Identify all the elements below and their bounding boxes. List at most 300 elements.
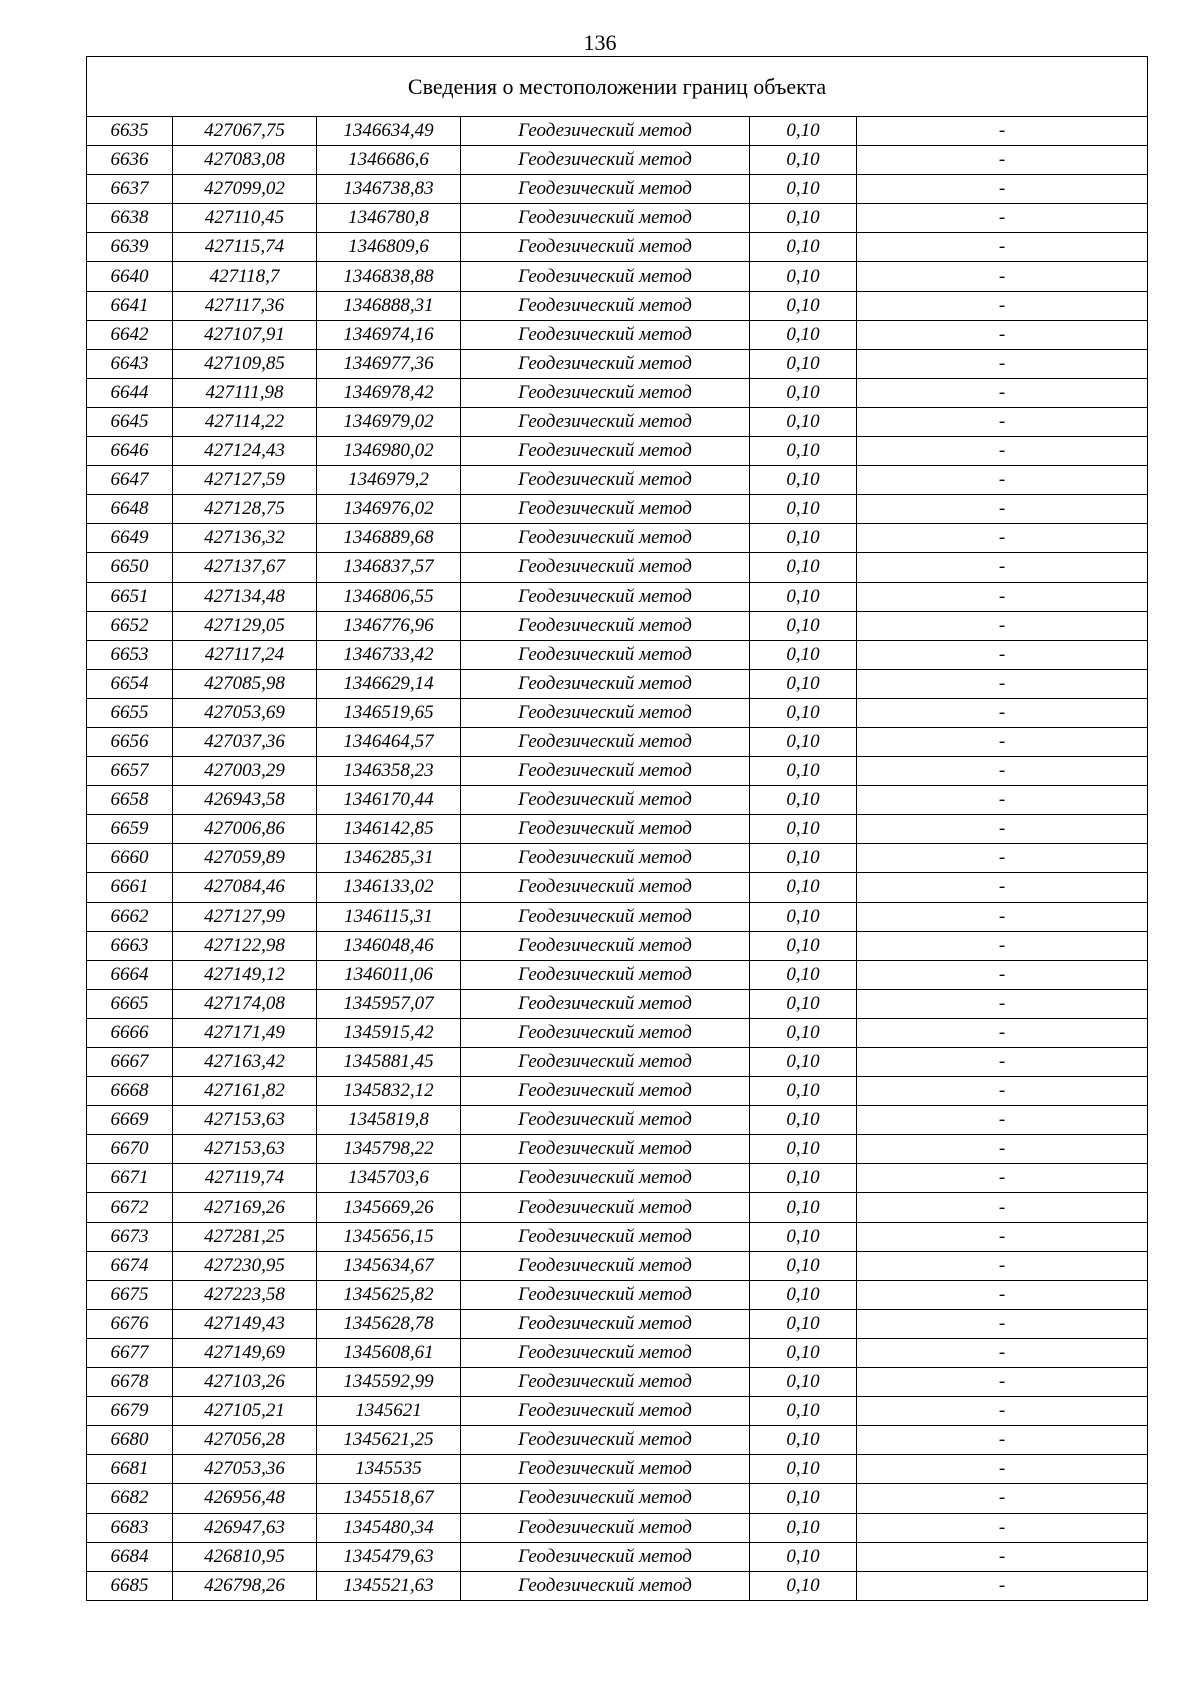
table-row — [87, 640, 1148, 669]
table-title-row — [87, 57, 1148, 117]
method-cell: Геодезический метод — [461, 1571, 750, 1600]
table-row — [87, 1397, 1148, 1426]
point-number-cell: 6678 — [87, 1368, 173, 1397]
accuracy-cell: 0,10 — [750, 204, 857, 233]
accuracy-cell: 0,10 — [750, 466, 857, 495]
y-coordinate-cell: 1346974,16 — [317, 320, 461, 349]
y-coordinate-cell: 1346011,06 — [317, 960, 461, 989]
method-cell: Геодезический метод — [461, 611, 750, 640]
y-coordinate-cell: 1346806,55 — [317, 582, 461, 611]
accuracy-cell: 0,10 — [750, 1571, 857, 1600]
x-coordinate-cell: 427136,32 — [173, 524, 317, 553]
accuracy-cell: 0,10 — [750, 146, 857, 175]
y-coordinate-cell: 1345480,34 — [317, 1513, 461, 1542]
note-cell: - — [857, 553, 1148, 582]
method-cell: Геодезический метод — [461, 117, 750, 146]
note-cell: - — [857, 669, 1148, 698]
y-coordinate-cell: 1346519,65 — [317, 698, 461, 727]
note-cell: - — [857, 640, 1148, 669]
table-row — [87, 262, 1148, 291]
table-title: Сведения о местоположении границ объекта — [87, 57, 1148, 117]
note-cell: - — [857, 524, 1148, 553]
accuracy-cell: 0,10 — [750, 1164, 857, 1193]
note-cell: - — [857, 175, 1148, 204]
method-cell: Геодезический метод — [461, 669, 750, 698]
y-coordinate-cell: 1346889,68 — [317, 524, 461, 553]
point-number-cell: 6636 — [87, 146, 173, 175]
y-coordinate-cell: 1345634,67 — [317, 1251, 461, 1280]
y-coordinate-cell: 1346170,44 — [317, 786, 461, 815]
note-cell: - — [857, 1484, 1148, 1513]
accuracy-cell: 0,10 — [750, 524, 857, 553]
x-coordinate-cell: 427103,26 — [173, 1368, 317, 1397]
x-coordinate-cell: 427117,36 — [173, 291, 317, 320]
accuracy-cell: 0,10 — [750, 698, 857, 727]
table-row — [87, 960, 1148, 989]
point-number-cell: 6651 — [87, 582, 173, 611]
point-number-cell: 6680 — [87, 1426, 173, 1455]
method-cell: Геодезический метод — [461, 1135, 750, 1164]
note-cell: - — [857, 1542, 1148, 1571]
accuracy-cell: 0,10 — [750, 1542, 857, 1571]
x-coordinate-cell: 427171,49 — [173, 1018, 317, 1047]
table-row — [87, 1455, 1148, 1484]
note-cell: - — [857, 233, 1148, 262]
x-coordinate-cell: 427281,25 — [173, 1222, 317, 1251]
y-coordinate-cell: 1345621 — [317, 1397, 461, 1426]
x-coordinate-cell: 427105,21 — [173, 1397, 317, 1426]
point-number-cell: 6675 — [87, 1280, 173, 1309]
note-cell: - — [857, 786, 1148, 815]
point-number-cell: 6665 — [87, 989, 173, 1018]
y-coordinate-cell: 1346629,14 — [317, 669, 461, 698]
method-cell: Геодезический метод — [461, 291, 750, 320]
table-row — [87, 204, 1148, 233]
boundary-coordinates-table — [86, 56, 1148, 1601]
method-cell: Геодезический метод — [461, 902, 750, 931]
method-cell: Геодезический метод — [461, 1018, 750, 1047]
y-coordinate-cell: 1345535 — [317, 1455, 461, 1484]
y-coordinate-cell: 1346888,31 — [317, 291, 461, 320]
table-row — [87, 1309, 1148, 1338]
accuracy-cell: 0,10 — [750, 727, 857, 756]
table-row — [87, 582, 1148, 611]
y-coordinate-cell: 1346978,42 — [317, 378, 461, 407]
y-coordinate-cell: 1345521,63 — [317, 1571, 461, 1600]
y-coordinate-cell: 1346285,31 — [317, 844, 461, 873]
point-number-cell: 6668 — [87, 1077, 173, 1106]
accuracy-cell: 0,10 — [750, 291, 857, 320]
table-row — [87, 466, 1148, 495]
x-coordinate-cell: 427067,75 — [173, 117, 317, 146]
accuracy-cell: 0,10 — [750, 1513, 857, 1542]
y-coordinate-cell: 1345669,26 — [317, 1193, 461, 1222]
note-cell: - — [857, 1077, 1148, 1106]
x-coordinate-cell: 426956,48 — [173, 1484, 317, 1513]
table-row — [87, 1018, 1148, 1047]
accuracy-cell: 0,10 — [750, 1048, 857, 1077]
x-coordinate-cell: 427124,43 — [173, 437, 317, 466]
y-coordinate-cell: 1345608,61 — [317, 1338, 461, 1367]
y-coordinate-cell: 1346733,42 — [317, 640, 461, 669]
table-row — [87, 146, 1148, 175]
method-cell: Геодезический метод — [461, 175, 750, 204]
point-number-cell: 6667 — [87, 1048, 173, 1077]
method-cell: Геодезический метод — [461, 204, 750, 233]
note-cell: - — [857, 815, 1148, 844]
table-row — [87, 437, 1148, 466]
note-cell: - — [857, 1426, 1148, 1455]
x-coordinate-cell: 427085,98 — [173, 669, 317, 698]
accuracy-cell: 0,10 — [750, 407, 857, 436]
method-cell: Геодезический метод — [461, 378, 750, 407]
note-cell: - — [857, 378, 1148, 407]
accuracy-cell: 0,10 — [750, 844, 857, 873]
x-coordinate-cell: 427223,58 — [173, 1280, 317, 1309]
accuracy-cell: 0,10 — [750, 378, 857, 407]
method-cell: Геодезический метод — [461, 146, 750, 175]
accuracy-cell: 0,10 — [750, 989, 857, 1018]
y-coordinate-cell: 1346738,83 — [317, 175, 461, 204]
x-coordinate-cell: 427119,74 — [173, 1164, 317, 1193]
note-cell: - — [857, 204, 1148, 233]
note-cell: - — [857, 582, 1148, 611]
x-coordinate-cell: 427003,29 — [173, 757, 317, 786]
page-number: 136 — [583, 30, 617, 55]
accuracy-cell: 0,10 — [750, 349, 857, 378]
table-row — [87, 524, 1148, 553]
accuracy-cell: 0,10 — [750, 1193, 857, 1222]
table-row — [87, 611, 1148, 640]
accuracy-cell: 0,10 — [750, 611, 857, 640]
x-coordinate-cell: 427149,69 — [173, 1338, 317, 1367]
x-coordinate-cell: 427230,95 — [173, 1251, 317, 1280]
note-cell: - — [857, 117, 1148, 146]
x-coordinate-cell: 427084,46 — [173, 873, 317, 902]
x-coordinate-cell: 427083,08 — [173, 146, 317, 175]
x-coordinate-cell: 427110,45 — [173, 204, 317, 233]
table-row — [87, 931, 1148, 960]
y-coordinate-cell: 1345832,12 — [317, 1077, 461, 1106]
accuracy-cell: 0,10 — [750, 1309, 857, 1338]
note-cell: - — [857, 1368, 1148, 1397]
accuracy-cell: 0,10 — [750, 1368, 857, 1397]
point-number-cell: 6653 — [87, 640, 173, 669]
point-number-cell: 6660 — [87, 844, 173, 873]
point-number-cell: 6664 — [87, 960, 173, 989]
x-coordinate-cell: 427118,7 — [173, 262, 317, 291]
y-coordinate-cell: 1345621,25 — [317, 1426, 461, 1455]
table-row — [87, 1251, 1148, 1280]
table-row — [87, 495, 1148, 524]
accuracy-cell: 0,10 — [750, 437, 857, 466]
y-coordinate-cell: 1345592,99 — [317, 1368, 461, 1397]
x-coordinate-cell: 427174,08 — [173, 989, 317, 1018]
method-cell: Геодезический метод — [461, 1251, 750, 1280]
method-cell: Геодезический метод — [461, 1484, 750, 1513]
y-coordinate-cell: 1346980,02 — [317, 437, 461, 466]
method-cell: Геодезический метод — [461, 1309, 750, 1338]
y-coordinate-cell: 1345703,6 — [317, 1164, 461, 1193]
y-coordinate-cell: 1345819,8 — [317, 1106, 461, 1135]
point-number-cell: 6663 — [87, 931, 173, 960]
note-cell: - — [857, 1309, 1148, 1338]
method-cell: Геодезический метод — [461, 1542, 750, 1571]
note-cell: - — [857, 1338, 1148, 1367]
method-cell: Геодезический метод — [461, 1280, 750, 1309]
note-cell: - — [857, 1106, 1148, 1135]
table-row — [87, 378, 1148, 407]
note-cell: - — [857, 757, 1148, 786]
method-cell: Геодезический метод — [461, 437, 750, 466]
point-number-cell: 6640 — [87, 262, 173, 291]
point-number-cell: 6638 — [87, 204, 173, 233]
note-cell: - — [857, 146, 1148, 175]
x-coordinate-cell: 427107,91 — [173, 320, 317, 349]
method-cell: Геодезический метод — [461, 815, 750, 844]
x-coordinate-cell: 427127,59 — [173, 466, 317, 495]
note-cell: - — [857, 931, 1148, 960]
x-coordinate-cell: 427127,99 — [173, 902, 317, 931]
method-cell: Геодезический метод — [461, 553, 750, 582]
table-row — [87, 727, 1148, 756]
method-cell: Геодезический метод — [461, 349, 750, 378]
x-coordinate-cell: 427153,63 — [173, 1135, 317, 1164]
x-coordinate-cell: 427114,22 — [173, 407, 317, 436]
x-coordinate-cell: 427149,12 — [173, 960, 317, 989]
method-cell: Геодезический метод — [461, 757, 750, 786]
point-number-cell: 6682 — [87, 1484, 173, 1513]
point-number-cell: 6645 — [87, 407, 173, 436]
note-cell: - — [857, 1135, 1148, 1164]
point-number-cell: 6672 — [87, 1193, 173, 1222]
method-cell: Геодезический метод — [461, 844, 750, 873]
table-row — [87, 233, 1148, 262]
table-row — [87, 1571, 1148, 1600]
table-row — [87, 117, 1148, 146]
y-coordinate-cell: 1346048,46 — [317, 931, 461, 960]
accuracy-cell: 0,10 — [750, 1018, 857, 1047]
x-coordinate-cell: 427128,75 — [173, 495, 317, 524]
point-number-cell: 6656 — [87, 727, 173, 756]
y-coordinate-cell: 1345628,78 — [317, 1309, 461, 1338]
y-coordinate-cell: 1346358,23 — [317, 757, 461, 786]
y-coordinate-cell: 1346464,57 — [317, 727, 461, 756]
point-number-cell: 6683 — [87, 1513, 173, 1542]
method-cell: Геодезический метод — [461, 960, 750, 989]
note-cell: - — [857, 727, 1148, 756]
table-row — [87, 844, 1148, 873]
table-row — [87, 1542, 1148, 1571]
method-cell: Геодезический метод — [461, 495, 750, 524]
point-number-cell: 6654 — [87, 669, 173, 698]
x-coordinate-cell: 427117,24 — [173, 640, 317, 669]
table-row — [87, 1048, 1148, 1077]
point-number-cell: 6643 — [87, 349, 173, 378]
y-coordinate-cell: 1346634,49 — [317, 117, 461, 146]
y-coordinate-cell: 1346115,31 — [317, 902, 461, 931]
x-coordinate-cell: 427109,85 — [173, 349, 317, 378]
note-cell: - — [857, 1397, 1148, 1426]
method-cell: Геодезический метод — [461, 320, 750, 349]
y-coordinate-cell: 1345656,15 — [317, 1222, 461, 1251]
accuracy-cell: 0,10 — [750, 1484, 857, 1513]
note-cell: - — [857, 495, 1148, 524]
accuracy-cell: 0,10 — [750, 960, 857, 989]
x-coordinate-cell: 427037,36 — [173, 727, 317, 756]
note-cell: - — [857, 1571, 1148, 1600]
y-coordinate-cell: 1346977,36 — [317, 349, 461, 378]
point-number-cell: 6685 — [87, 1571, 173, 1600]
accuracy-cell: 0,10 — [750, 1106, 857, 1135]
point-number-cell: 6666 — [87, 1018, 173, 1047]
method-cell: Геодезический метод — [461, 1397, 750, 1426]
point-number-cell: 6646 — [87, 437, 173, 466]
note-cell: - — [857, 1018, 1148, 1047]
note-cell: - — [857, 1455, 1148, 1484]
point-number-cell: 6674 — [87, 1251, 173, 1280]
note-cell: - — [857, 989, 1148, 1018]
x-coordinate-cell: 427059,89 — [173, 844, 317, 873]
accuracy-cell: 0,10 — [750, 757, 857, 786]
accuracy-cell: 0,10 — [750, 582, 857, 611]
point-number-cell: 6669 — [87, 1106, 173, 1135]
table-row — [87, 553, 1148, 582]
accuracy-cell: 0,10 — [750, 175, 857, 204]
point-number-cell: 6637 — [87, 175, 173, 204]
note-cell: - — [857, 1222, 1148, 1251]
point-number-cell: 6681 — [87, 1455, 173, 1484]
table-body — [87, 117, 1148, 1601]
y-coordinate-cell: 1346133,02 — [317, 873, 461, 902]
accuracy-cell: 0,10 — [750, 262, 857, 291]
point-number-cell: 6679 — [87, 1397, 173, 1426]
method-cell: Геодезический метод — [461, 727, 750, 756]
table-row — [87, 1106, 1148, 1135]
point-number-cell: 6655 — [87, 698, 173, 727]
point-number-cell: 6639 — [87, 233, 173, 262]
method-cell: Геодезический метод — [461, 1455, 750, 1484]
y-coordinate-cell: 1345915,42 — [317, 1018, 461, 1047]
x-coordinate-cell: 426943,58 — [173, 786, 317, 815]
method-cell: Геодезический метод — [461, 524, 750, 553]
method-cell: Геодезический метод — [461, 1338, 750, 1367]
method-cell: Геодезический метод — [461, 1426, 750, 1455]
y-coordinate-cell: 1346837,57 — [317, 553, 461, 582]
accuracy-cell: 0,10 — [750, 786, 857, 815]
point-number-cell: 6684 — [87, 1542, 173, 1571]
accuracy-cell: 0,10 — [750, 1397, 857, 1426]
y-coordinate-cell: 1345957,07 — [317, 989, 461, 1018]
method-cell: Геодезический метод — [461, 466, 750, 495]
x-coordinate-cell: 427006,86 — [173, 815, 317, 844]
note-cell: - — [857, 407, 1148, 436]
method-cell: Геодезический метод — [461, 262, 750, 291]
y-coordinate-cell: 1346979,2 — [317, 466, 461, 495]
method-cell: Геодезический метод — [461, 407, 750, 436]
table-row — [87, 349, 1148, 378]
point-number-cell: 6657 — [87, 757, 173, 786]
table-row — [87, 902, 1148, 931]
table-row — [87, 1135, 1148, 1164]
table-row — [87, 1280, 1148, 1309]
method-cell: Геодезический метод — [461, 1513, 750, 1542]
table-row — [87, 1338, 1148, 1367]
x-coordinate-cell: 427115,74 — [173, 233, 317, 262]
x-coordinate-cell: 426947,63 — [173, 1513, 317, 1542]
point-number-cell: 6635 — [87, 117, 173, 146]
point-number-cell: 6644 — [87, 378, 173, 407]
y-coordinate-cell: 1346686,6 — [317, 146, 461, 175]
method-cell: Геодезический метод — [461, 931, 750, 960]
y-coordinate-cell: 1345518,67 — [317, 1484, 461, 1513]
table-row — [87, 669, 1148, 698]
point-number-cell: 6642 — [87, 320, 173, 349]
accuracy-cell: 0,10 — [750, 815, 857, 844]
x-coordinate-cell: 426798,26 — [173, 1571, 317, 1600]
method-cell: Геодезический метод — [461, 582, 750, 611]
accuracy-cell: 0,10 — [750, 873, 857, 902]
table-row — [87, 320, 1148, 349]
point-number-cell: 6641 — [87, 291, 173, 320]
point-number-cell: 6652 — [87, 611, 173, 640]
point-number-cell: 6677 — [87, 1338, 173, 1367]
note-cell: - — [857, 960, 1148, 989]
method-cell: Геодезический метод — [461, 698, 750, 727]
table-row — [87, 407, 1148, 436]
method-cell: Геодезический метод — [461, 233, 750, 262]
method-cell: Геодезический метод — [461, 640, 750, 669]
table-row — [87, 786, 1148, 815]
note-cell: - — [857, 466, 1148, 495]
note-cell: - — [857, 320, 1148, 349]
note-cell: - — [857, 291, 1148, 320]
x-coordinate-cell: 426810,95 — [173, 1542, 317, 1571]
method-cell: Геодезический метод — [461, 1368, 750, 1397]
note-cell: - — [857, 437, 1148, 466]
table-row — [87, 757, 1148, 786]
point-number-cell: 6673 — [87, 1222, 173, 1251]
x-coordinate-cell: 427129,05 — [173, 611, 317, 640]
note-cell: - — [857, 1513, 1148, 1542]
table-row — [87, 1426, 1148, 1455]
method-cell: Геодезический метод — [461, 786, 750, 815]
note-cell: - — [857, 349, 1148, 378]
point-number-cell: 6648 — [87, 495, 173, 524]
y-coordinate-cell: 1346979,02 — [317, 407, 461, 436]
table-row — [87, 698, 1148, 727]
y-coordinate-cell: 1346142,85 — [317, 815, 461, 844]
point-number-cell: 6658 — [87, 786, 173, 815]
y-coordinate-cell: 1346780,8 — [317, 204, 461, 233]
note-cell: - — [857, 844, 1148, 873]
x-coordinate-cell: 427111,98 — [173, 378, 317, 407]
table-row — [87, 1164, 1148, 1193]
point-number-cell: 6662 — [87, 902, 173, 931]
note-cell: - — [857, 1164, 1148, 1193]
method-cell: Геодезический метод — [461, 1164, 750, 1193]
accuracy-cell: 0,10 — [750, 117, 857, 146]
point-number-cell: 6647 — [87, 466, 173, 495]
method-cell: Геодезический метод — [461, 989, 750, 1018]
note-cell: - — [857, 611, 1148, 640]
table-row — [87, 175, 1148, 204]
table-row — [87, 989, 1148, 1018]
point-number-cell: 6670 — [87, 1135, 173, 1164]
y-coordinate-cell: 1345625,82 — [317, 1280, 461, 1309]
y-coordinate-cell: 1345798,22 — [317, 1135, 461, 1164]
method-cell: Геодезический метод — [461, 1222, 750, 1251]
